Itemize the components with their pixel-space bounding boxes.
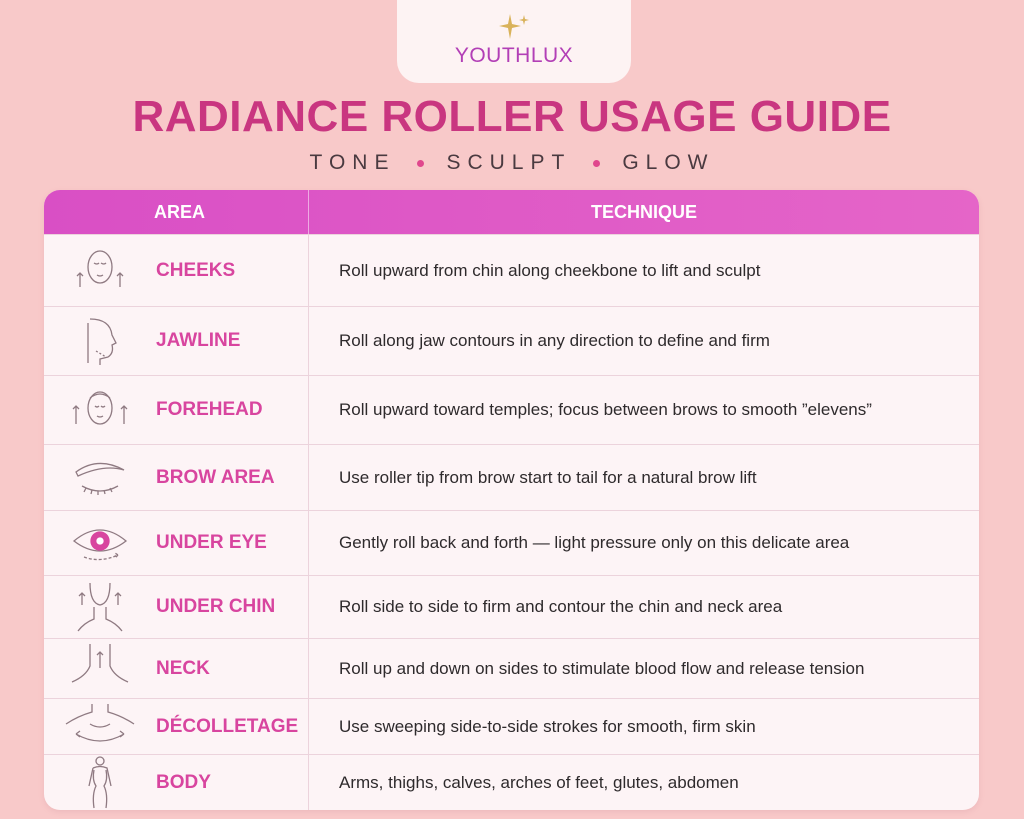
technique-text: Roll upward from chin along cheekbone to lift and sculpt [339,260,761,280]
area-label: BODY [156,771,211,793]
table-row [44,234,979,306]
technique-text: Use roller tip from brow start to tail for a natural brow lift [339,467,757,487]
area-cell [44,576,309,638]
brand-name: YOUTHLUX [454,44,574,67]
table-row [44,444,979,510]
brow-icon [44,445,156,510]
table-row [44,306,979,375]
area-cell [44,376,309,444]
area-label: BROW AREA [156,466,275,488]
technique-text: Use sweeping side-to-side strokes for smooth, firm skin [339,716,756,736]
area-label: CHEEKS [156,259,236,281]
jaw-profile-icon [44,307,156,375]
area-label: JAWLINE [156,330,241,351]
table-row [44,510,979,575]
area-label: NECK [156,657,210,679]
page-title: RADIANCE ROLLER USAGE GUIDE [132,92,892,141]
bullet-dot [417,160,424,167]
usage-table [44,190,979,810]
area-cell [44,307,309,375]
technique-text: Roll side to side to firm and contour the chin and neck area [339,597,783,616]
eye-icon [44,511,156,575]
area-label: UNDER EYE [156,532,267,553]
table-row [44,575,979,638]
area-cell [44,445,309,510]
shoulders-icon [44,699,156,754]
technique-text: Roll upward toward temples; focus between brows to smooth ”elevens” [339,400,872,419]
table-row [44,638,979,698]
face-lift-icon [44,235,156,306]
area-cell [44,639,309,698]
bullet-dot [593,160,600,167]
header-technique: TECHNIQUE [590,201,697,222]
technique-text: Roll up and down on sides to stimulate blood flow and release tension [339,658,865,678]
header-area: AREA [44,190,309,234]
neck-icon [44,639,156,698]
forehead-icon [44,376,156,444]
area-cell [44,235,309,306]
area-label: DÉCOLLETAGE [156,715,299,737]
chin-neck-icon [44,576,156,638]
brand-logo-card [397,0,631,83]
subtitle [0,151,1024,175]
area-cell [44,755,309,810]
technique-text: Gently roll back and forth — light pressure only on this delicate area [339,533,850,552]
subtitle-word: SCULPT [446,151,572,174]
table-row [44,754,979,810]
subtitle-word: TONE [309,151,396,174]
area-cell [44,699,309,754]
technique-text: Arms, thighs, calves, arches of feet, glutes, abdomen [339,772,739,792]
subtitle-word: GLOW [622,151,715,174]
sparkle-icon [494,12,534,42]
area-label: FOREHEAD [156,399,263,420]
area-cell [44,511,309,575]
table-row [44,375,979,444]
area-label: UNDER CHIN [156,596,276,617]
table-row [44,698,979,754]
technique-text: Roll along jaw contours in any direction to define and firm [339,331,770,350]
table-header [44,190,979,234]
body-icon [44,755,156,810]
